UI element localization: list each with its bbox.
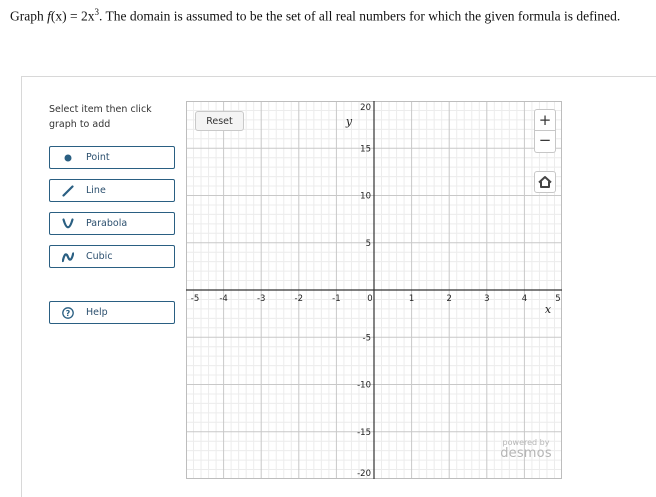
line-tool-button[interactable] [49,179,175,202]
graph-canvas[interactable] [186,101,562,479]
x-tick-label: 0 [367,294,373,304]
parabola-icon [62,218,74,230]
x-tick-label: -5 [190,294,200,304]
y-axis-label: y [345,115,353,128]
x-tick-label: -3 [256,294,266,304]
home-icon [535,172,555,192]
cubic-tool-button[interactable] [49,245,175,268]
desmos-logo [496,438,556,461]
question-text: Graph $f(x) = 2x^3$. The domain is assumed to be the set of all real numbers for which the given formula is defined. [10,7,621,24]
x-tick-label: -4 [219,294,228,304]
x-tick-label: 3 [484,294,490,304]
zoom-in-button[interactable]: + [534,109,556,131]
default-view-button[interactable] [534,171,556,193]
parabola-tool-button[interactable] [49,212,175,235]
parabola-tool-label: Parabola [86,218,128,229]
y-tick-label: 15 [360,144,371,155]
x-tick-label: 4 [521,294,528,304]
powered-by-text: powered by [502,438,550,447]
help-button[interactable] [49,301,175,324]
line-tool-label: Line [86,185,106,196]
cubic-tool-label: Cubic [86,251,113,262]
y-tick-label: -10 [357,380,371,391]
svg-text:?: ? [65,309,71,318]
x-tick-label: -1 [332,294,341,304]
x-axis-label: x [544,303,552,316]
point-icon [62,152,74,164]
line-icon [62,185,74,197]
y-tick-label: -20 [357,469,371,479]
y-tick-label: 20 [360,103,371,113]
tool-instruction: Select item then click graph to add [49,104,152,130]
y-tick-label: -15 [357,427,371,438]
x-tick-label: -2 [294,294,304,304]
x-tick-label: 5 [555,294,561,304]
x-tick-label: 1 [408,294,415,304]
point-tool-button[interactable] [49,146,175,169]
y-tick-label: 5 [365,238,371,249]
zoom-out-button[interactable]: − [534,131,556,153]
point-tool-label: Point [86,152,110,163]
help-label: Help [86,307,108,318]
desmos-brand-text: desmos [500,446,552,461]
help-icon [62,307,74,319]
cubic-icon [62,251,74,263]
y-tick-label: 10 [360,191,371,202]
reset-button[interactable]: Reset [195,111,244,131]
x-tick-label: 2 [446,294,452,304]
y-tick-label: -5 [362,333,371,344]
